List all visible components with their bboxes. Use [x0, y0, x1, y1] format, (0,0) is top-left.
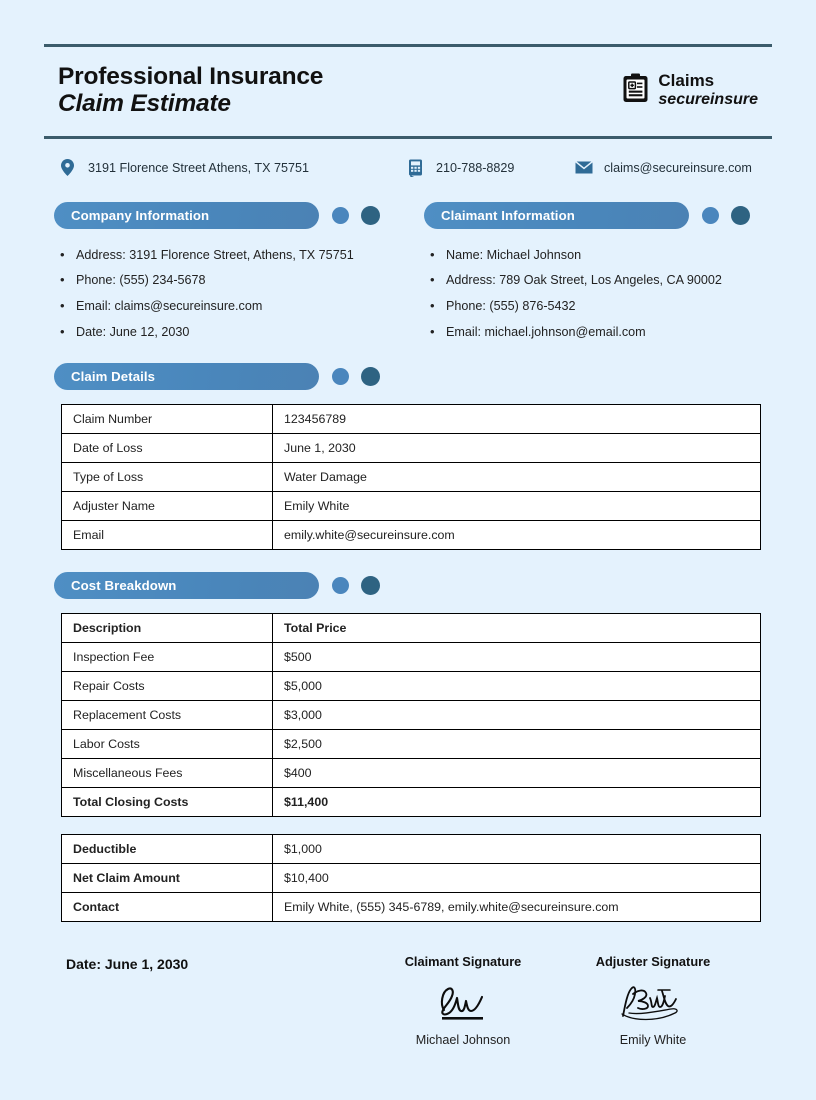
column-header-description: Description — [62, 614, 273, 643]
decorative-dot-light — [332, 577, 349, 594]
row-value: Water Damage — [273, 463, 761, 492]
document-page — [0, 44, 816, 1100]
decorative-dot-dark — [361, 206, 380, 225]
table-header-row — [62, 614, 761, 643]
row-value: June 1, 2030 — [273, 434, 761, 463]
row-label: Email — [62, 521, 273, 550]
page-title — [58, 63, 323, 118]
table-row — [62, 864, 761, 893]
decorative-dot-dark — [731, 206, 750, 225]
row-label: Adjuster Name — [62, 492, 273, 521]
title-line-2: Claim Estimate — [58, 90, 231, 118]
list-item: • Address: 789 Oak Street, Los Angeles, CA 90002 — [424, 274, 772, 287]
list-item: • Email: michael.johnson@email.com — [424, 326, 772, 339]
row-value: Emily White, (555) 345-6789, emily.white@secureinsure.com — [273, 893, 761, 922]
table-row — [62, 730, 761, 759]
contact-phone-text: 210-788-8829 — [436, 160, 515, 175]
decorative-dot-dark — [361, 576, 380, 595]
row-value: emily.white@secureinsure.com — [273, 521, 761, 550]
claimant-signature-block — [368, 954, 558, 1047]
adjuster-signature-name: Emily White — [619, 1033, 687, 1048]
cell-total-price: $500 — [273, 643, 761, 672]
cell-total-price: $3,000 — [273, 701, 761, 730]
contact-address — [58, 159, 406, 177]
row-label: Contact — [62, 893, 273, 922]
row-label: Deductible — [62, 835, 273, 864]
signature-area — [44, 954, 772, 1047]
decorative-dot-light — [702, 207, 719, 224]
table-row — [62, 701, 761, 730]
row-label: Date of Loss — [62, 434, 273, 463]
logo-line-1: Claims — [658, 71, 715, 91]
decorative-dot-light — [332, 207, 349, 224]
cell-total-value: $11,400 — [273, 788, 761, 817]
table-row — [62, 463, 761, 492]
brand-logo — [622, 72, 758, 108]
claimant-signature-mark — [368, 979, 558, 1027]
table-row — [62, 521, 761, 550]
contact-email-text: claims@secureinsure.com — [604, 160, 752, 175]
list-item: • Name: Michael Johnson — [424, 249, 772, 262]
title-line-1: Professional Insurance — [58, 63, 324, 90]
cell-description: Replacement Costs — [62, 701, 273, 730]
company-information-column — [44, 202, 414, 351]
signature-date: Date: June 1, 2030 — [66, 956, 189, 973]
document-header — [44, 47, 772, 136]
row-value: $10,400 — [273, 864, 761, 893]
logo-text — [658, 72, 758, 108]
claimant-signature-title: Claimant Signature — [404, 954, 522, 970]
claimant-information-header — [424, 202, 772, 229]
company-information-list — [54, 249, 414, 338]
logo-line-2: secureinsure — [658, 90, 758, 108]
table-row — [62, 643, 761, 672]
contact-email — [574, 161, 752, 175]
telephone-icon — [406, 159, 425, 177]
table-row — [62, 405, 761, 434]
table-row — [62, 893, 761, 922]
claim-details-table-wrap — [44, 404, 772, 550]
cell-total-price: $5,000 — [273, 672, 761, 701]
list-item: • Address: 3191 Florence Street, Athens, TX 75751 — [54, 249, 414, 262]
row-label: Net Claim Amount — [62, 864, 273, 893]
list-item: • Date: June 12, 2030 — [54, 326, 414, 339]
table-row — [62, 672, 761, 701]
column-header-total-price: Total Price — [273, 614, 761, 643]
table-row — [62, 835, 761, 864]
adjuster-signature-title: Adjuster Signature — [595, 954, 711, 970]
cost-breakdown-table — [61, 613, 761, 817]
claim-details-table — [61, 404, 761, 550]
cost-breakdown-table-wrap — [44, 613, 772, 817]
contact-bar — [44, 139, 772, 177]
claimant-information-column — [414, 202, 772, 351]
claimant-signature-name: Michael Johnson — [415, 1033, 511, 1048]
company-information-pill: Company Information — [54, 202, 319, 229]
cell-total-price: $2,500 — [273, 730, 761, 759]
clipboard-medical-icon — [622, 73, 649, 108]
row-label: Claim Number — [62, 405, 273, 434]
company-information-header — [54, 202, 414, 229]
row-value: $1,000 — [273, 835, 761, 864]
cell-description: Repair Costs — [62, 672, 273, 701]
list-item: • Phone: (555) 876-5432 — [424, 300, 772, 313]
table-row — [62, 759, 761, 788]
table-row — [62, 492, 761, 521]
row-value: 123456789 — [273, 405, 761, 434]
claim-details-header — [44, 363, 772, 390]
claim-details-pill: Claim Details — [54, 363, 319, 390]
table-row — [62, 434, 761, 463]
adjuster-signature-block — [558, 954, 748, 1047]
list-item: • Phone: (555) 234-5678 — [54, 274, 414, 287]
claimant-information-pill: Claimant Information — [424, 202, 689, 229]
decorative-dot-dark — [361, 367, 380, 386]
claimant-information-list — [424, 249, 772, 338]
cell-description: Inspection Fee — [62, 643, 273, 672]
table-total-row — [62, 788, 761, 817]
contact-phone — [406, 159, 574, 177]
summary-table — [61, 834, 761, 922]
adjuster-signature-mark — [558, 979, 748, 1027]
envelope-icon — [574, 161, 593, 174]
cell-description: Labor Costs — [62, 730, 273, 759]
list-item: • Email: claims@secureinsure.com — [54, 300, 414, 313]
cell-description: Miscellaneous Fees — [62, 759, 273, 788]
cost-breakdown-pill: Cost Breakdown — [54, 572, 319, 599]
row-value: Emily White — [273, 492, 761, 521]
decorative-dot-light — [332, 368, 349, 385]
location-pin-icon — [58, 159, 77, 177]
summary-table-wrap — [44, 834, 772, 922]
cell-total-label: Total Closing Costs — [62, 788, 273, 817]
contact-address-text: 3191 Florence Street Athens, TX 75751 — [88, 160, 310, 175]
row-label: Type of Loss — [62, 463, 273, 492]
cell-total-price: $400 — [273, 759, 761, 788]
cost-breakdown-header — [44, 572, 772, 599]
